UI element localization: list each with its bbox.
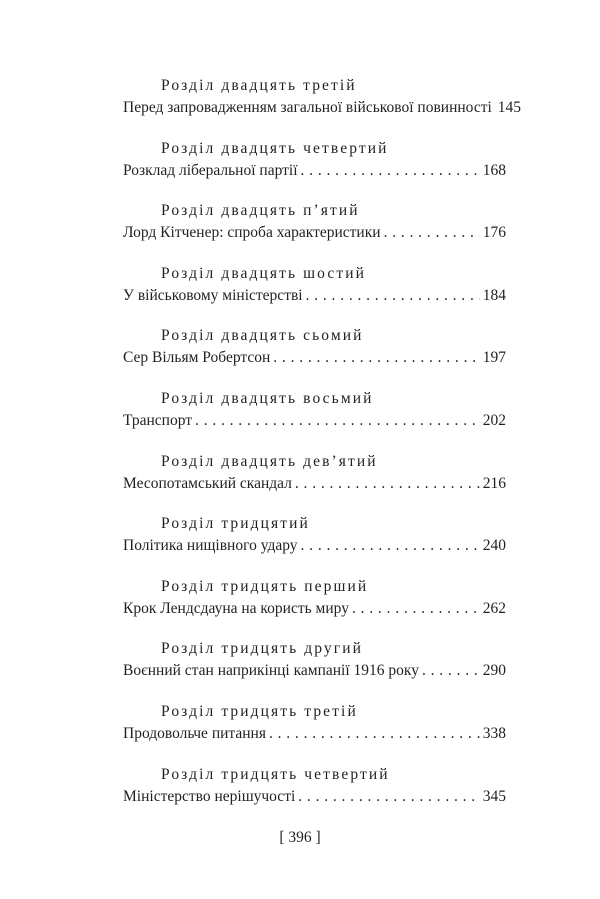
entry-title: Міністерство нерішучості [123,787,296,805]
toc-entry [123,197,506,260]
toc-line[interactable] [123,535,506,557]
toc-entry [123,448,506,511]
chapter-heading: Розділ двадцять четвертий [161,139,389,157]
toc-line[interactable] [123,473,506,495]
dot-leader [422,660,480,682]
toc-line[interactable] [123,285,506,307]
chapter-heading: Розділ тридцять четвертий [161,765,390,783]
entry-page-number: 216 [482,474,506,492]
entry-page-number: 202 [482,411,506,429]
toc-line[interactable] [123,598,506,620]
chapter-heading: Розділ двадцять третій [161,77,357,94]
entry-title: Перед запровадженням загальної військової повинності [123,99,492,116]
entry-page-number: 290 [482,662,506,680]
entry-page-number: 262 [482,599,506,617]
toc-line[interactable] [123,160,506,182]
entry-title: Продовольче питання [123,724,266,742]
dot-leader [306,285,480,307]
entry-title: Сер Вільям Робертсон [123,349,271,367]
entry-title: Транспорт [123,411,193,429]
dot-leader [352,598,480,620]
entry-page-number: 338 [482,724,506,742]
dot-leader [301,160,480,182]
chapter-heading: Розділ двадцять сьомий [161,327,364,345]
toc-entry [123,322,506,385]
chapter-heading: Розділ тридцять перший [161,577,369,595]
toc-line[interactable] [123,222,506,244]
toc-entry [123,72,522,135]
entry-page-number: 197 [482,349,506,367]
entry-page-number: 168 [482,161,506,179]
entry-title: Політика нищівного удару [123,537,298,555]
entry-title: Лорд Кітченер: спроба характеристики [123,224,381,242]
entry-title: Крок Лендсдауна на користь миру [123,599,349,617]
entry-page-number: 240 [482,537,506,555]
chapter-heading: Розділ тридцять другий [161,640,363,658]
chapter-heading: Розділ двадцять шостий [161,264,367,282]
entry-title: У військовому міністерстві [123,286,303,304]
dot-leader [273,347,479,369]
table-of-contents [123,72,522,823]
toc-entry [123,260,506,323]
entry-title: Воєнний стан наприкінці кампанії 1916 року [123,662,419,680]
page-number: [ 396 ] [279,829,321,846]
dot-leader [269,723,480,745]
entry-page-number: 184 [482,286,506,304]
toc-line[interactable] [123,347,506,369]
toc-entry [123,385,506,448]
toc-line[interactable] [123,410,506,432]
entry-title: Месопотамський скандал [123,474,292,492]
entry-page-number: 176 [482,224,506,242]
toc-entry [123,510,506,573]
toc-line[interactable] [123,723,506,745]
dot-leader [295,473,480,495]
entry-page-number: 345 [482,787,506,805]
toc-entry [123,573,506,636]
chapter-heading: Розділ двадцять восьмий [161,389,374,407]
toc-entry [123,698,506,761]
chapter-heading: Розділ тридцять третій [161,702,358,720]
dot-leader [301,535,480,557]
toc-entry [123,635,506,698]
dot-leader [384,222,480,244]
toc-entry [123,135,506,198]
entry-title: Розклад ліберальної партії [123,161,298,179]
toc-line[interactable] [123,660,506,682]
chapter-heading: Розділ тридцятий [161,515,310,533]
dot-leader [298,786,479,808]
toc-line[interactable] [123,97,522,119]
dot-leader [195,410,480,432]
chapter-heading: Розділ двадцять п’ятий [161,202,360,220]
toc-line[interactable] [123,786,506,808]
entry-page-number: 145 [497,99,522,116]
chapter-heading: Розділ двадцять дев’ятий [161,452,378,470]
toc-entry [123,761,506,824]
